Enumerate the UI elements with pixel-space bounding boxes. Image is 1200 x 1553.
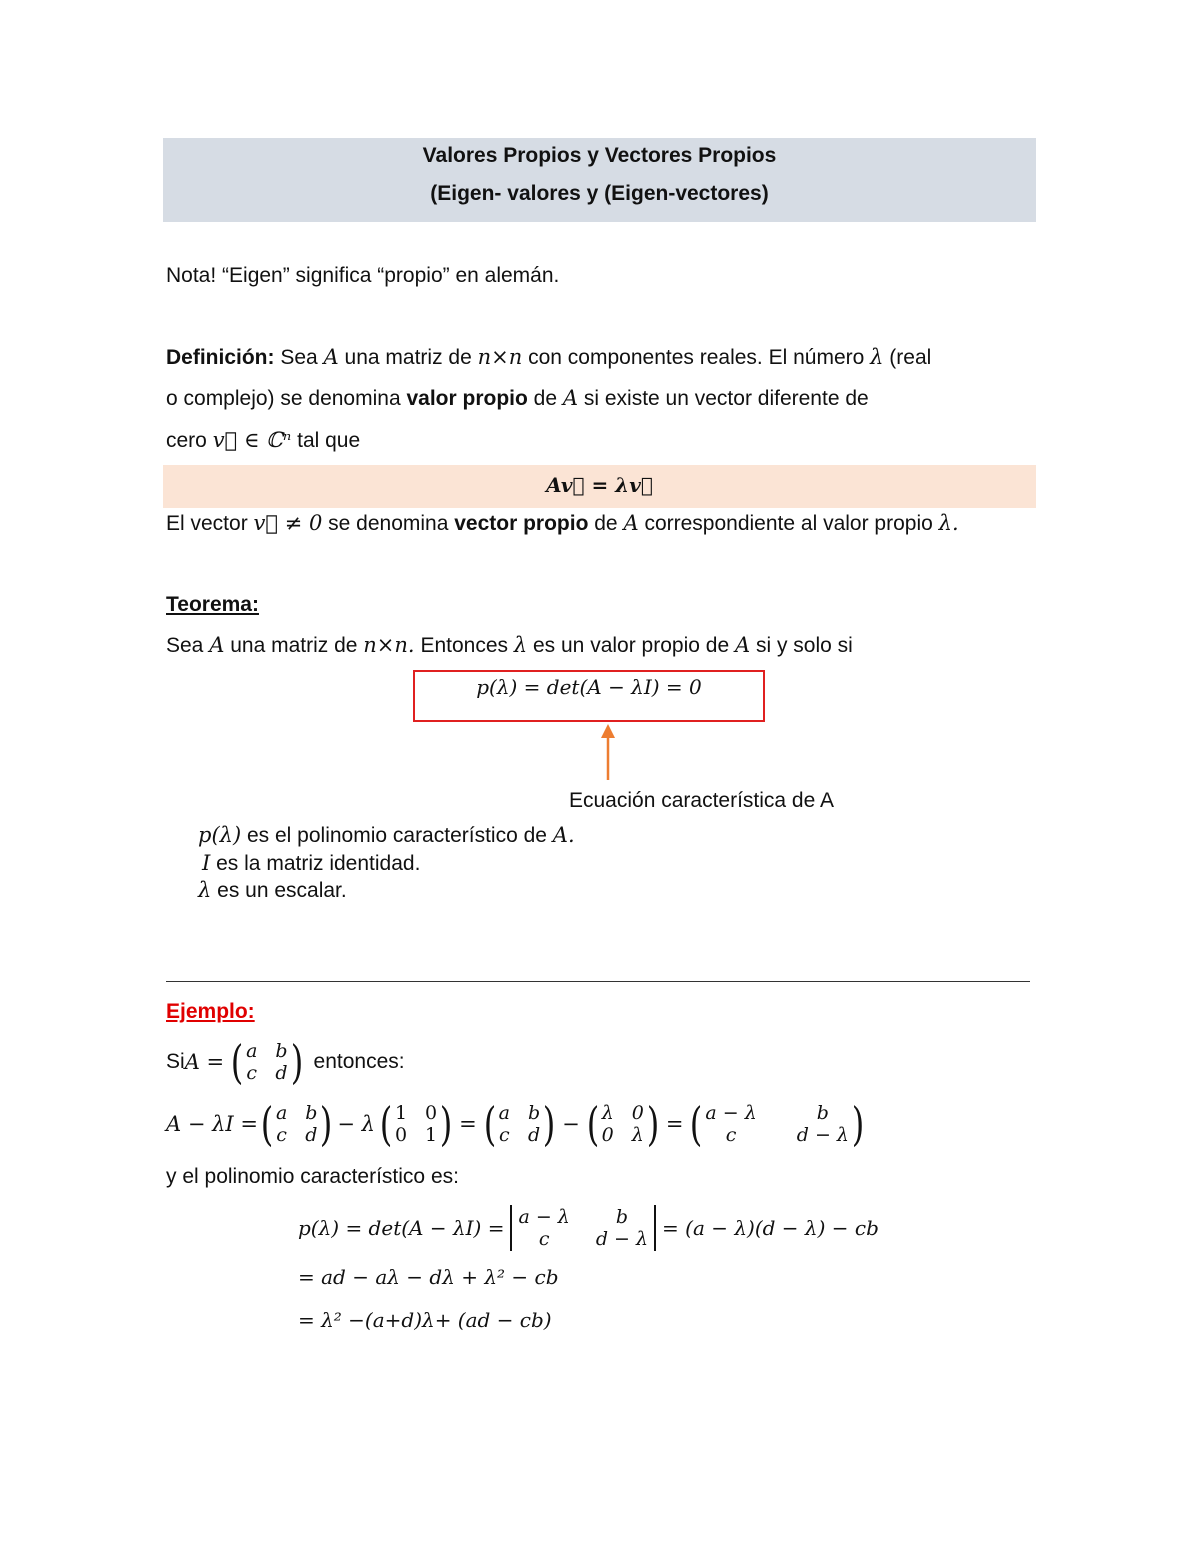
- math-A: A: [562, 386, 579, 410]
- paren-left: (: [690, 1097, 703, 1151]
- cell: a − λ: [705, 1102, 757, 1124]
- cell: λ: [601, 1102, 614, 1124]
- matrix-A: [246, 1040, 288, 1084]
- text: es la matriz identidad.: [210, 852, 421, 875]
- math-minus-lambda: − λ: [337, 1112, 375, 1136]
- cell: 1: [425, 1124, 438, 1146]
- polynomial-intro: y el polinomio característico es:: [166, 1165, 459, 1188]
- math-A: A: [623, 511, 639, 535]
- text: El vector: [166, 512, 254, 535]
- theorem-label: Teorema:: [166, 593, 259, 616]
- math-I: I: [202, 851, 211, 875]
- paren-right: ): [542, 1097, 556, 1151]
- bold-term: vector propio: [454, 512, 589, 535]
- math-A: A.: [552, 823, 575, 847]
- text: si existe un vector diferente de: [578, 387, 869, 410]
- text: entonces:: [313, 1050, 405, 1073]
- cell: a: [275, 1102, 288, 1124]
- math-lambda: λ: [870, 345, 884, 369]
- matrix-lambda-I: [602, 1102, 644, 1146]
- cell: 0: [601, 1124, 614, 1146]
- title-line-2: (Eigen- valores y (Eigen-vectores): [430, 182, 769, 205]
- paren-right: ): [646, 1097, 660, 1151]
- cell: λ: [631, 1124, 644, 1146]
- cell: c: [725, 1124, 737, 1146]
- text: si y solo si: [750, 634, 853, 657]
- arrow-label: Ecuación característica de A: [569, 789, 834, 812]
- text: es un valor propio de: [527, 634, 735, 657]
- text: se denomina: [322, 512, 455, 535]
- arrow-up-icon: [598, 722, 618, 782]
- text: una matriz de: [224, 634, 364, 657]
- math-eq: =: [459, 1112, 477, 1136]
- math-lambda: λ.: [938, 511, 959, 535]
- math-eq: =: [665, 1112, 684, 1136]
- text: de: [588, 512, 624, 535]
- determinant-row: [298, 1203, 879, 1253]
- math-p-lambda: p(λ): [198, 823, 242, 847]
- cell: b: [816, 1102, 829, 1124]
- cell: b: [615, 1206, 629, 1228]
- text: tal que: [291, 429, 361, 452]
- example-label: Ejemplo:: [166, 1000, 255, 1023]
- text: o complejo) se denomina: [166, 387, 407, 410]
- expansion-step-2: = ad − aλ − dλ + λ² − cb: [298, 1265, 559, 1289]
- bullet-identity: [198, 851, 420, 876]
- definition-line-3: [166, 428, 360, 453]
- matrix-result: [705, 1102, 849, 1146]
- paren-left: (: [230, 1035, 244, 1089]
- definition-line-4: [166, 511, 959, 536]
- cell: b: [275, 1040, 288, 1062]
- math-A: A: [323, 345, 339, 369]
- text: Si: [166, 1050, 185, 1073]
- eigen-equation: Av⃗ = λv⃗: [546, 473, 653, 497]
- text: es el polinomio característico de: [241, 824, 553, 847]
- math-det-lhs: p(λ) = det(A − λI) =: [298, 1216, 505, 1240]
- equation-band: [163, 465, 1036, 508]
- definition-line-2: [166, 386, 869, 411]
- matrix-A: [276, 1102, 318, 1146]
- definition-label: Definición:: [166, 346, 275, 369]
- math-nxn: n×n: [477, 345, 523, 369]
- text: de: [527, 387, 563, 410]
- cell: a: [246, 1040, 258, 1062]
- matrix-det: [518, 1206, 648, 1250]
- math-lhs: A − λI =: [166, 1112, 258, 1136]
- cell: 0: [631, 1102, 644, 1124]
- text: Entonces: [414, 634, 514, 657]
- title-box: [163, 138, 1036, 222]
- characteristic-equation: p(λ) = det(A − λI) = 0: [476, 675, 702, 699]
- cell: c: [276, 1124, 287, 1146]
- cell: c: [538, 1228, 550, 1250]
- paren-left: (: [483, 1097, 496, 1151]
- paren-left: (: [379, 1097, 393, 1151]
- example-matrix-row: [166, 1097, 867, 1151]
- bold-term: valor propio: [406, 387, 528, 410]
- cell: a − λ: [518, 1206, 570, 1228]
- text: (real: [883, 346, 932, 369]
- text: con componentes reales. El número: [522, 346, 871, 369]
- cell: 1: [394, 1102, 408, 1124]
- cell: 0: [394, 1124, 408, 1146]
- expansion-step-3: = λ² −(a+d)λ+ (ad − cb): [298, 1308, 552, 1332]
- text: Sea: [166, 634, 210, 657]
- theorem-line-1: [166, 633, 853, 658]
- det-bar-left: [510, 1205, 512, 1251]
- bullet-scalar: [198, 878, 347, 903]
- note-text: Nota! “Eigen” significa “propio” en alemán.: [166, 264, 560, 287]
- cell: d: [275, 1062, 288, 1084]
- matrix-A: [499, 1102, 541, 1146]
- math-A: A: [734, 633, 751, 657]
- paren-right: ): [851, 1097, 865, 1151]
- cell: b: [527, 1102, 541, 1124]
- paren-left: (: [586, 1097, 599, 1151]
- math-lambda: λ: [198, 878, 212, 902]
- math-minus: −: [562, 1112, 580, 1136]
- det-bar-right: [654, 1205, 656, 1251]
- cell: 0: [425, 1102, 438, 1124]
- characteristic-equation-box: [413, 670, 765, 722]
- text: es un escalar.: [211, 879, 347, 902]
- math-v-nonzero: v⃗ ≠ 0: [253, 511, 323, 535]
- text: cero: [166, 429, 213, 452]
- cell: b: [305, 1102, 318, 1124]
- text: Sea: [274, 346, 324, 369]
- paren-right: ): [290, 1035, 303, 1089]
- definition-line-1: [166, 345, 931, 370]
- title-line-1: Valores Propios y Vectores Propios: [422, 144, 777, 167]
- cell: d − λ: [595, 1228, 649, 1250]
- paren-right: ): [439, 1097, 453, 1151]
- cell: c: [246, 1062, 258, 1084]
- cell: c: [498, 1124, 510, 1146]
- text: una matriz de: [338, 346, 478, 369]
- paren-right: ): [320, 1097, 333, 1151]
- math-det-rhs: = (a − λ)(d − λ) − cb: [662, 1216, 879, 1240]
- cell: d: [305, 1124, 318, 1146]
- cell: d: [527, 1124, 541, 1146]
- example-definition-row: [166, 1035, 405, 1089]
- cell: a: [498, 1102, 510, 1124]
- text: correspondiente al valor propio: [638, 512, 939, 535]
- cell: d − λ: [796, 1124, 849, 1146]
- math-lambda: λ: [513, 633, 528, 657]
- math-vector-in-cn: v⃗ ∈ ℂⁿ: [212, 428, 292, 452]
- math-A-eq: A =: [184, 1050, 225, 1074]
- paren-left: (: [260, 1097, 274, 1151]
- bullet-polynomial: [198, 823, 575, 848]
- section-divider: [166, 981, 1030, 982]
- math-A: A: [209, 633, 225, 657]
- math-nxn: n×n.: [363, 633, 415, 657]
- matrix-identity: [395, 1102, 437, 1146]
